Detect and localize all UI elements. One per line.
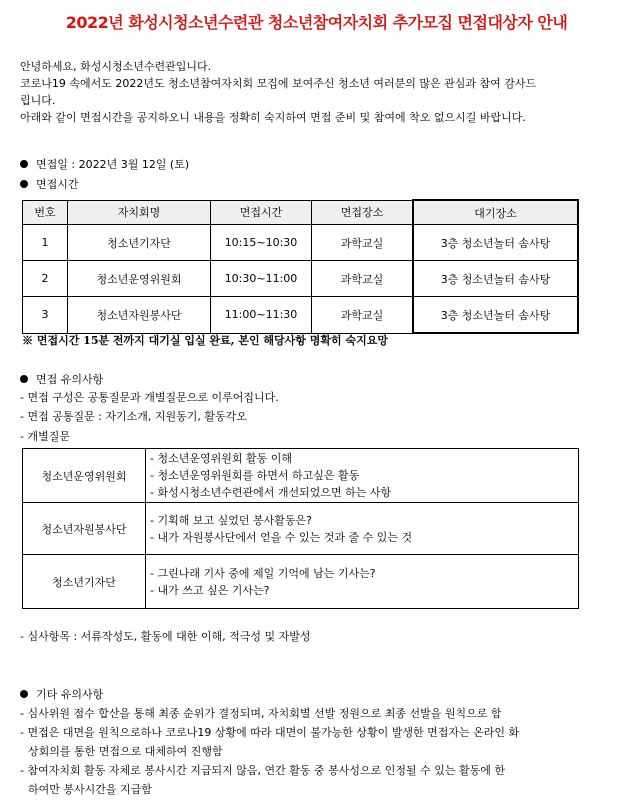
- other-line: 하여만 봉사시간을 지급함: [28, 783, 152, 796]
- other-line: 상회의를 통한 면접으로 대체하여 진행함: [28, 745, 223, 758]
- table-cell: 11:00~11:30: [211, 297, 312, 334]
- bullet-icon: [20, 180, 28, 188]
- table-row: [23, 261, 579, 297]
- page-title: 2022년 화성시청소년수련관 청소년참여자치회 추가모집 면접대상자 안내: [65, 13, 568, 32]
- table-cell: 과학교실: [312, 225, 414, 261]
- intro-line: 코로나19 속에서도 2022년도 청소년참여자치회 모집에 보여주신 청소년 여러분의 많은 관심과 참여 감사드: [20, 77, 537, 90]
- table-cell: 3층 청소년놀터 솜사탕: [413, 225, 578, 261]
- table-row: [23, 449, 579, 503]
- table-cell: 과학교실: [312, 297, 414, 334]
- question-list: [146, 555, 579, 609]
- table-cell: 청소년기자단: [68, 225, 211, 261]
- other-title: [20, 686, 103, 702]
- waiting-note: ※ 면접시간 15분 전까지 대기실 입실 완료, 본인 해당사항 명확히 숙지요망: [22, 334, 388, 347]
- header-cell: 자치회명: [68, 200, 211, 225]
- question-item: - 청소년운영위원회를 하면서 하고싶은 활동: [150, 469, 360, 482]
- table-cell: 10:30~11:00: [211, 261, 312, 297]
- question-item: - 그린나래 기사 중에 제일 기억에 남는 기사는?: [150, 566, 376, 580]
- header-cell: 번호: [23, 200, 68, 225]
- bullet-icon: [20, 690, 28, 698]
- notice-line: - 면접 공통질문 : 자기소개, 지원동기, 활동각오: [20, 410, 247, 423]
- notice-title-text: 면접 유의사항: [36, 373, 104, 386]
- bullet-icon: [20, 375, 28, 383]
- intro-line: 안녕하세요, 화성시청소년수련관입니다.: [20, 60, 212, 73]
- intro-line: 립니다.: [20, 94, 56, 107]
- header-cell: 대기장소: [413, 200, 578, 225]
- table-row: [23, 297, 579, 334]
- table-cell: 청소년자원봉사단: [68, 297, 211, 334]
- criteria-line: - 심사항목 : 서류작성도, 활동에 대한 이해, 적극성 및 자발성: [20, 630, 311, 643]
- table-row: [23, 225, 579, 261]
- interview-date: [20, 156, 189, 172]
- question-item: - 청소년운영위원회 활동 이해: [150, 452, 292, 465]
- other-title-text: 기타 유의사항: [36, 688, 104, 701]
- question-list: [146, 503, 579, 555]
- bullet-icon: [20, 160, 28, 168]
- question-item: - 내가 자원봉사단에서 얻을 수 있는 것과 줄 수 있는 것: [150, 530, 413, 544]
- question-group: 청소년기자단: [23, 555, 146, 609]
- question-list: [146, 449, 579, 503]
- table-cell: 과학교실: [312, 261, 414, 297]
- interview-time-text: 면접시간: [36, 178, 79, 191]
- intro-line: 아래와 같이 면접시간을 공지하오니 내용을 정확히 숙지하여 면접 준비 및 참여에 착오 없으시길 바랍니다.: [20, 111, 526, 124]
- question-item: - 기획해 보고 싶었던 봉사활동은?: [150, 513, 312, 527]
- other-line: - 참여자치회 활동 자체로 봉사시간 지급되지 않음, 연간 활동 중 봉사성으로 인정될 수 있는 활동에 한: [20, 764, 505, 777]
- schedule-table: [22, 199, 579, 334]
- table-cell: 청소년운영위원회: [68, 261, 211, 297]
- other-line: - 면접은 대면을 원칙으로하나 코로나19 상황에 따라 대면이 불가능한 상황이 발생한 면접자는 온라인 화: [20, 726, 520, 739]
- question-group: 청소년운영위원회: [23, 449, 146, 503]
- table-cell: 1: [23, 225, 68, 261]
- question-group: 청소년자원봉사단: [23, 503, 146, 555]
- table-row: [23, 555, 579, 609]
- interview-date-text: 면접일 : 2022년 3월 12일 (토): [36, 158, 190, 171]
- other-notes: [20, 704, 620, 799]
- table-header-row: [23, 200, 579, 225]
- header-cell: 면접장소: [312, 200, 414, 225]
- questions-table: [22, 448, 579, 609]
- table-cell: 3층 청소년놀터 솜사탕: [413, 261, 578, 297]
- question-item: - 화성시청소년수련관에서 개선되었으면 하는 사항: [150, 486, 392, 499]
- notice-line: - 면접 구성은 공통질문과 개별질문으로 이루어집니다.: [20, 391, 279, 404]
- interview-time-label: [20, 176, 79, 192]
- table-cell: 10:15~10:30: [211, 225, 312, 261]
- table-cell: 2: [23, 261, 68, 297]
- table-row: [23, 503, 579, 555]
- notice-line: - 개별질문: [20, 430, 70, 443]
- header-cell: 면접시간: [211, 200, 312, 225]
- intro-text: [20, 58, 620, 126]
- table-cell: 3층 청소년놀터 솜사탕: [413, 297, 578, 334]
- question-item: - 내가 쓰고 싶은 기사는?: [150, 583, 270, 597]
- notice-title: [20, 371, 103, 387]
- other-line: - 심사위원 점수 합산을 통해 최종 순위가 결정되며, 자치회별 선발 정원으로 최종 선발을 원칙으로 함: [20, 707, 502, 720]
- table-cell: 3: [23, 297, 68, 334]
